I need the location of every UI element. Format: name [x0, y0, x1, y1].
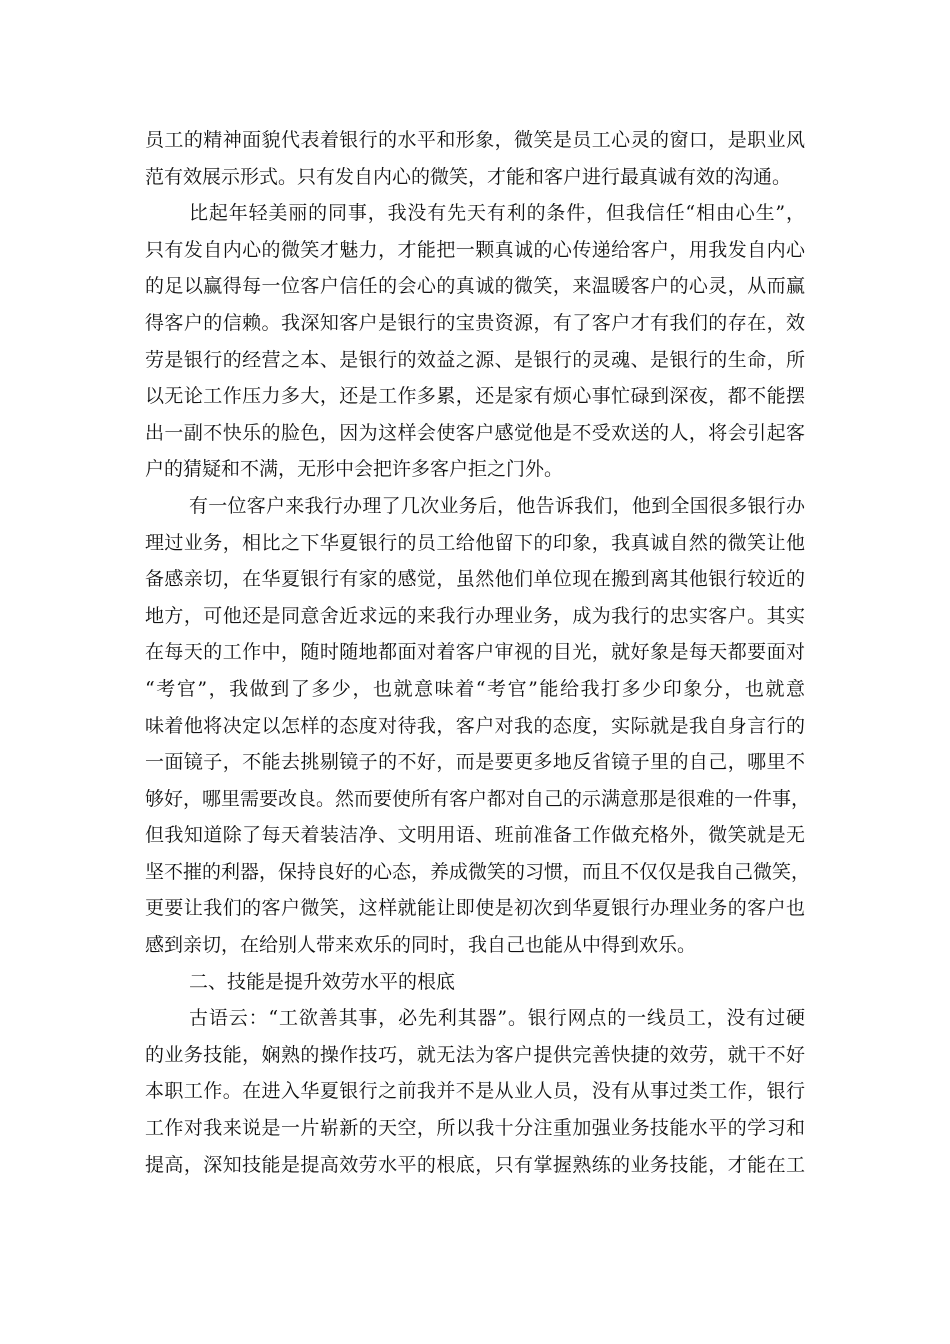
text-line: 感到亲切，在给别人带来欢乐的同时，我自己也能从中得到欢乐。 — [145, 934, 697, 957]
text-line: 理过业务，相比之下华夏银行的员工给他留下的印象，我真诚自然的微笑让他 — [145, 531, 805, 554]
text-line: 但我知道除了每天着装洁净、文明用语、班前准备工作做充格外，微笑就是无 — [145, 824, 805, 847]
text-line: 员工的精神面貌代表着银行的水平和形象，微笑是员工心灵的窗口，是职业风 — [145, 129, 805, 151]
body-text — [145, 122, 811, 1183]
text-line: 只有发自内心的微笑才魅力，才能把一颗真诚的心传递给客户，用我发自内心 — [145, 238, 805, 261]
text-line: 劳是银行的经营之本、是银行的效益之源、是银行的灵魂、是银行的生命，所 — [145, 348, 805, 371]
text-line: 的业务技能，娴熟的操作技巧，就无法为客户提供完善快捷的效劳，就干不好 — [145, 1043, 805, 1066]
text-line: 提高，深知技能是提高效劳水平的根底，只有掌握熟练的业务技能，才能在工 — [145, 1153, 805, 1176]
text-line: 更要让我们的客户微笑，这样就能让即使是初次到华夏银行办理业务的客户也 — [145, 897, 805, 920]
text-line: 坚不摧的利器，保持良好的心态，养成微笑的习惯，而且不仅仅是我自己微笑， — [145, 860, 811, 883]
text-line: 在每天的工作中，随时随地都面对着客户审视的目光，就好象是每天都要面对 — [145, 641, 805, 664]
text-line: 工作对我来说是一片崭新的天空，所以我十分注重加强业务技能水平的学习和 — [145, 1117, 805, 1140]
text-line: 得客户的信赖。我深知客户是银行的宝贵资源，有了客户才有我们的存在，效 — [145, 311, 805, 334]
text-line: 户的猜疑和不满，无形中会把许多客户拒之门外。 — [145, 458, 564, 481]
text-line: 的足以赢得每一位客户信任的会心的真诚的微笑，来温暖客户的心灵，从而赢 — [145, 275, 805, 298]
text-line: 一面镜子，不能去挑剔镜子的不好，而是要更多地反省镜子里的自己，哪里不 — [145, 751, 805, 774]
text-line: 有一位客户来我行办理了几次业务后，他告诉我们，他到全国很多银行办 — [189, 494, 805, 517]
text-line: 比起年轻美丽的同事，我没有先天有利的条件，但我信任“相由心生”， — [189, 202, 805, 225]
text-line: “考官”，我做到了多少，也就意味着“考官”能给我打多少印象分，也就意 — [145, 677, 805, 700]
text-line: 以无论工作压力多大，还是工作多累，还是家有烦心事忙碌到深夜，都不能摆 — [145, 385, 805, 408]
text-line: 够好，哪里需要改良。然而要使所有客户都对自己的示满意那是很难的一件事， — [145, 787, 811, 810]
text-line: 出一副不快乐的脸色，因为这样会使客户感觉他是不受欢送的人，将会引起客 — [145, 421, 805, 444]
section-heading: 二、技能是提升效劳水平的根底 — [189, 970, 456, 993]
text-line: 范有效展示形式。只有发自内心的微笑，才能和客户进行最真诚有效的沟通。 — [145, 165, 792, 188]
text-line: 地方，可他还是同意舍近求远的来我行办理业务，成为我行的忠实客户。其实 — [145, 604, 805, 627]
text-line: 古语云：“工欲善其事，必先利其器”。银行网点的一线员工，没有过硬 — [189, 1007, 805, 1030]
text-line: 味着他将决定以怎样的态度对待我，客户对我的态度，实际就是我自身言行的 — [145, 714, 805, 737]
text-line: 本职工作。在进入华夏银行之前我并不是从业人员，没有从事过类工作，银行 — [145, 1080, 805, 1103]
text-line: 备感亲切，在华夏银行有家的感觉，虽然他们单位现在搬到离其他银行较近的 — [145, 568, 805, 591]
